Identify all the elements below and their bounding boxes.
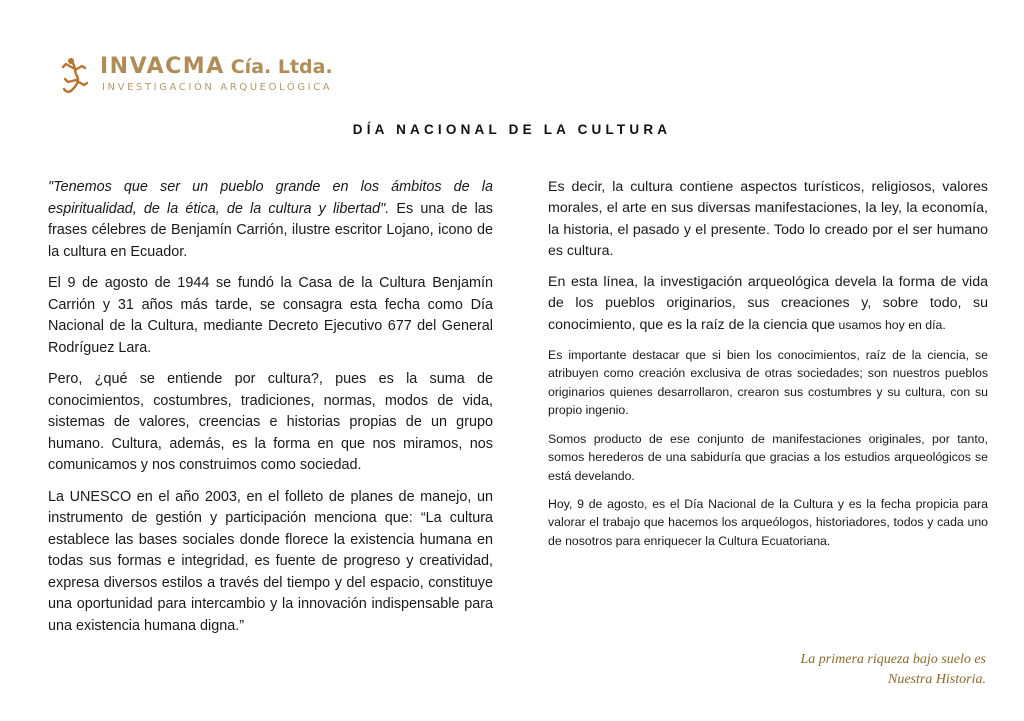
footer-motto: [801, 650, 987, 690]
paragraph: Somos producto de ese conjunto de manifestaciones originales, por tanto, somos herederos de una sabiduría que gracias a los estudios arqueológicos se está develando.: [548, 431, 988, 483]
motto-line: Nuestra Historia.: [887, 672, 986, 687]
motto-line: La primera riqueza bajo suelo es: [800, 652, 986, 667]
paragraph: Pero, ¿qué se entiende por cultura?, pues es la suma de conocimientos, costumbres, tradiciones, normas, modos de vida, sistemas de valores, creencias e historias propias de un grupo humano. Cultura, además, es la forma en que nos miramos, nos comunicamos y nos construimos como sociedad.: [48, 371, 493, 473]
paragraph: Es decir, la cultura contiene aspectos turísticos, religiosos, valores morales, el arte en sus diversas manifestaciones, la ley, la economía, la historia, el pasado y el presente. Todo lo creado por el ser humano es cultura.: [548, 179, 988, 259]
paragraph: Hoy, 9 de agosto, es el Día Nacional de la Cultura y es la fecha propicia para valorar el trabajo que hacemos los arqueólogos, historiadores, todos y cada uno de nosotros para enriquecer la Cultura Ecuatoriana.: [548, 496, 988, 548]
paragraph: Es importante destacar que si bien los conocimientos, raíz de la ciencia, se atribuyen como creación exclusiva de otras sociedades; son nuestros pueblos originarios quienes desarrollaron, crearon sus costumbres y su cultura, con su propio ingenio.: [548, 348, 988, 418]
paragraph: La UNESCO en el año 2003, en el folleto de planes de manejo, un instrumento de gestión y participación menciona que: “La cultura establece las bases sociales donde florece la existencia humana en todas sus formas e integridad, es fuente de progreso y creatividad, expresa diversos estilos a través del tiempo y del espacio, constituye una oportunidad para intercambio y la innovación indispensable para una existencia humana digna.”: [48, 488, 493, 634]
paragraph: El 9 de agosto de 1944 se fundó la Casa de la Cultura Benjamín Carrión y 31 años más tarde, se consagra esta fecha como Día Nacional de la Cultura, mediante Decreto Ejecutivo 677 del General Rodríguez Lara.: [48, 275, 493, 356]
right-column: [548, 177, 988, 560]
page-title: DÍA NACIONAL DE LA CULTURA: [352, 122, 672, 137]
quote-text: "Tenemos que ser un pueblo grande en los ámbitos de la espiritualidad, de la ética, de la cultura y libertad".: [48, 179, 493, 217]
paragraph-tail: usamos hoy en día.: [835, 317, 946, 332]
paragraph-text: Es una de las frases célebres de Benjamín Carrión, ilustre escritor Lojano, icono de la cultura en Ecuador.: [48, 200, 493, 260]
left-column: [48, 177, 493, 647]
paragraph-text: En esta línea, la investigación arqueológica devela la forma de vida de los pueblos originarios, sus creaciones y, sobre todo, su conocimiento, que es la raíz de la ciencia que: [548, 274, 988, 333]
paragraph: [548, 272, 988, 336]
brand-suffix: Cía. Ltda.: [230, 56, 333, 78]
lizard-icon: [54, 54, 98, 98]
brand-title: [100, 54, 333, 79]
brand-name: INVACMA: [100, 54, 225, 79]
brand-subtitle: INVESTIGACIÓN ARQUEOLÓGICA: [102, 82, 333, 93]
paragraph: [48, 177, 493, 263]
